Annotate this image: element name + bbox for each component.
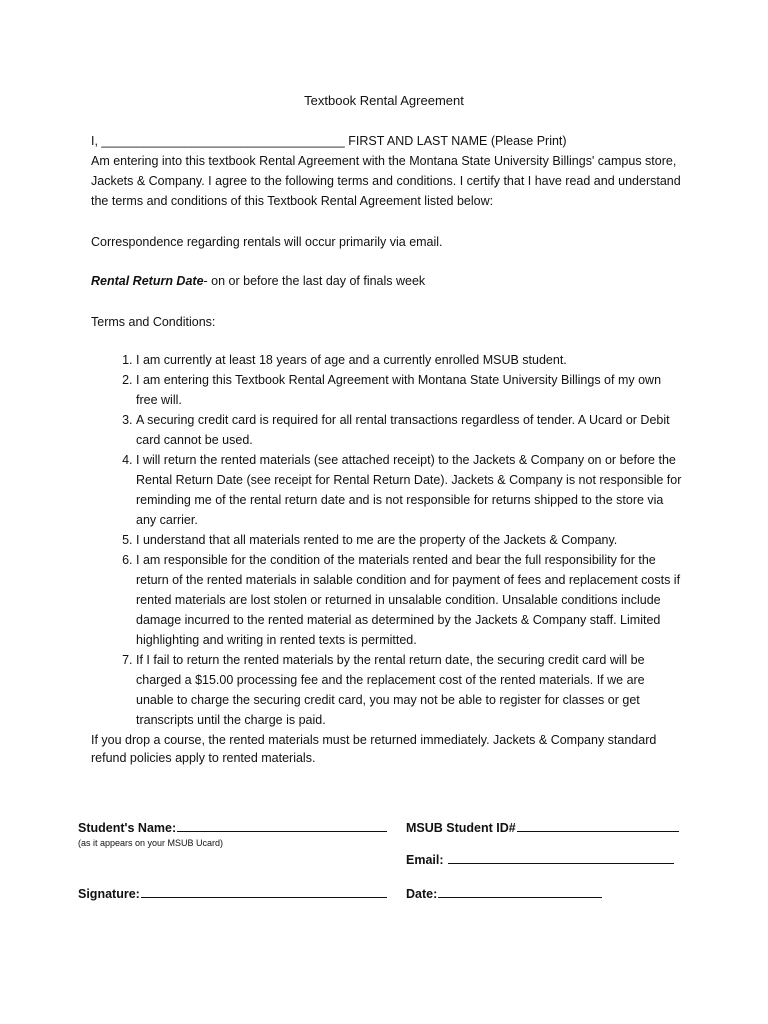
terms-list <box>91 350 683 730</box>
student-id-line[interactable] <box>517 818 679 832</box>
date-label: Date: <box>406 887 438 901</box>
email-label: Email: <box>406 853 447 867</box>
correspondence-paragraph: Correspondence regarding rentals will occur primarily via email. <box>91 235 443 249</box>
document-title: Textbook Rental Agreement <box>304 93 464 108</box>
term-item: 6. I am responsible for the condition of the materials rented and bear the full responsibility for the return of the rented materials in salable condition and for payment of fees and replacement costs if rented materials are lost stolen or returned in unsalable condition. Unsalable conditions include damage incurred to the rented material as determined by the Jackets & Company staff. Limited highlighting and writing in rented texts is permitted. <box>136 550 683 650</box>
rental-return-date-line <box>91 271 683 291</box>
email-field <box>406 850 674 870</box>
drop-policy-paragraph: If you drop a course, the rented materials must be returned immediately. Jackets & Company standard refund policies apply to rented materials. <box>91 733 657 765</box>
terms-heading: Terms and Conditions: <box>91 315 216 329</box>
signature-label: Signature: <box>78 887 140 901</box>
term-item: 5. I understand that all materials rented to me are the property of the Jackets & Company. <box>136 530 683 550</box>
rental-return-date-text: - on or before the last day of finals week <box>203 274 426 288</box>
student-name-field <box>78 818 387 838</box>
name-line <box>91 131 683 151</box>
email-line[interactable] <box>448 850 674 864</box>
term-item: 2. I am entering this Textbook Rental Agreement with Montana State University Billings of my own free will. <box>136 370 683 410</box>
term-item: 7. If I fail to return the rented materials by the rental return date, the securing credit card will be charged a $15.00 processing fee and the replacement cost of the rented materials. If we are unable to charge the securing credit card, you may not be able to register for classes or get transcripts until the charge is paid. <box>136 650 683 730</box>
student-id-label: MSUB Student ID# <box>406 821 516 835</box>
term-item: 4. I will return the rented materials (see attached receipt) to the Jackets & Company on or before the Rental Return Date (see receipt for Rental Return Date). Jackets & Company is not responsible for reminding me of the rental return date and is not responsible for returns shipped to the store via any carrier. <box>136 450 683 530</box>
signature-line[interactable] <box>141 884 387 898</box>
name-line-prefix: I, ___________________________________ <box>91 134 345 148</box>
intro-paragraph: Am entering into this textbook Rental Agreement with the Montana State University Billings' campus store, Jackets & Company. I agree to the following terms and conditions. I certify that I have read and understand the terms and conditions of this Textbook Rental Agreement listed below: <box>91 154 681 208</box>
term-item: 1. I am currently at least 18 years of age and a currently enrolled MSUB student. <box>136 350 683 370</box>
term-item: 3. A securing credit card is required for all rental transactions regardless of tender. A Ucard or Debit card cannot be used. <box>136 410 683 450</box>
student-name-line[interactable] <box>177 818 387 832</box>
date-field <box>406 884 602 904</box>
rental-return-date-label: Rental Return Date <box>91 274 204 288</box>
signature-field <box>78 884 387 904</box>
name-line-label: FIRST AND LAST NAME (Please Print) <box>344 134 567 148</box>
student-name-note: (as it appears on your MSUB Ucard) <box>78 838 224 848</box>
student-name-label: Student's Name: <box>78 821 177 835</box>
date-line[interactable] <box>438 884 602 898</box>
student-id-field <box>406 818 679 838</box>
